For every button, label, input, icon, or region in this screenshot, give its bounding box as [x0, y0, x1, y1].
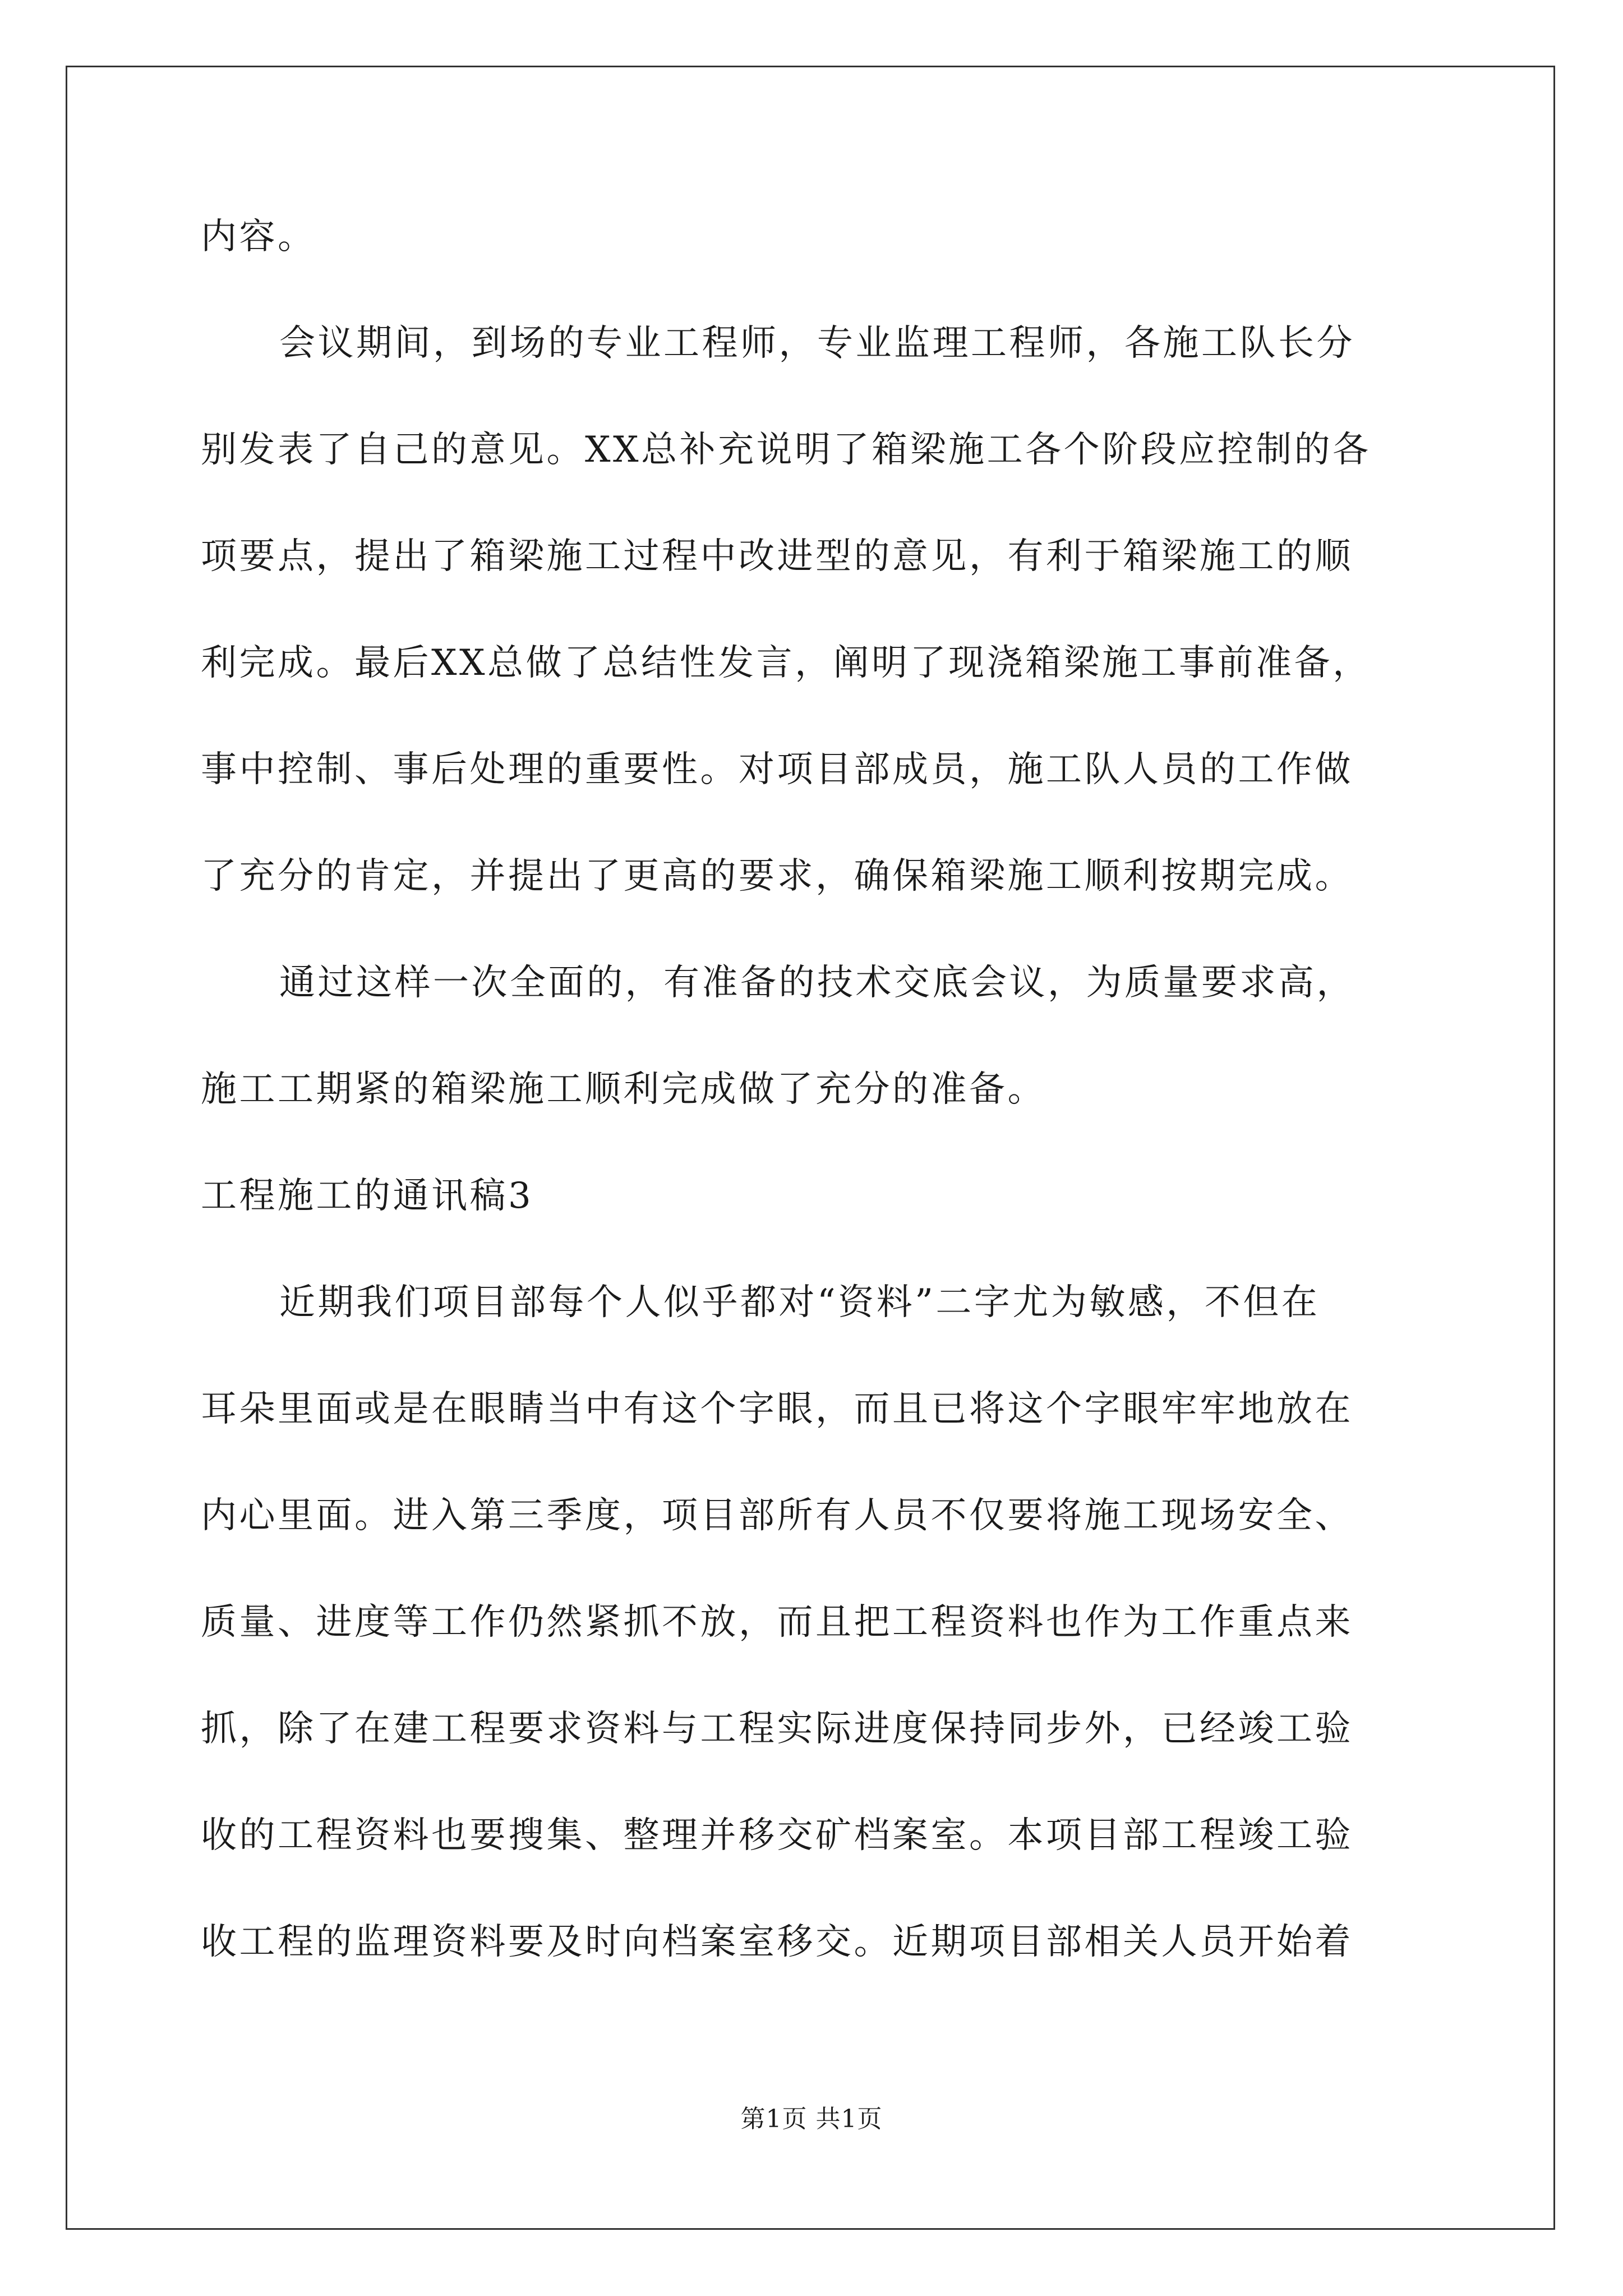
text-line-15: 抓，除了在建工程要求资料与工程实际进度保持同步外，已经竣工验: [201, 1708, 1353, 1750]
text-line-11: 近期我们项目部每个人似乎都对“资料”二字尤为敏感，不但在: [279, 1282, 1320, 1323]
text-line-3: 别发表了自己的意见。XX总补充说明了箱梁施工各个阶段应控制的各: [201, 429, 1371, 471]
section-heading: 工程施工的通讯稿3: [201, 1175, 534, 1217]
text-line-4: 项要点，提出了箱梁施工过程中改进型的意见，有利于箱梁施工的顺: [201, 536, 1353, 577]
page-number-footer: 第1页 共1页: [740, 2105, 883, 2133]
text-line-2: 会议期间，到场的专业工程师，专业监理工程师，各施工队长分: [279, 323, 1355, 364]
text-line-9: 施工工期紧的箱梁施工顺利完成做了充分的准备。: [201, 1069, 1046, 1110]
text-line-13: 内心里面。进入第三季度，项目部所有人员不仅要将施工现场安全、: [201, 1495, 1353, 1536]
text-line-12: 耳朵里面或是在眼睛当中有这个字眼，而且已将这个字眼牢牢地放在: [201, 1388, 1353, 1430]
page-border: [66, 66, 1555, 2230]
text-line-7: 了充分的肯定，并提出了更高的要求，确保箱梁施工顺利按期完成。: [201, 855, 1353, 897]
text-line-14: 质量、进度等工作仍然紧抓不放，而且把工程资料也作为工作重点来: [201, 1602, 1353, 1643]
text-line-5: 利完成。最后XX总做了总结性发言，阐明了现浇箱梁施工事前准备，: [201, 642, 1371, 684]
text-line-1: 内容。: [201, 216, 316, 257]
text-line-16: 收的工程资料也要搜集、整理并移交矿档案室。本项目部工程竣工验: [201, 1815, 1353, 1856]
text-line-6: 事中控制、事后处理的重要性。对项目部成员，施工队人员的工作做: [201, 749, 1353, 790]
text-line-17: 收工程的监理资料要及时向档案室移交。近期项目部相关人员开始着: [201, 1921, 1353, 1963]
text-line-8: 通过这样一次全面的，有准备的技术交底会议，为质量要求高，: [279, 962, 1355, 1004]
